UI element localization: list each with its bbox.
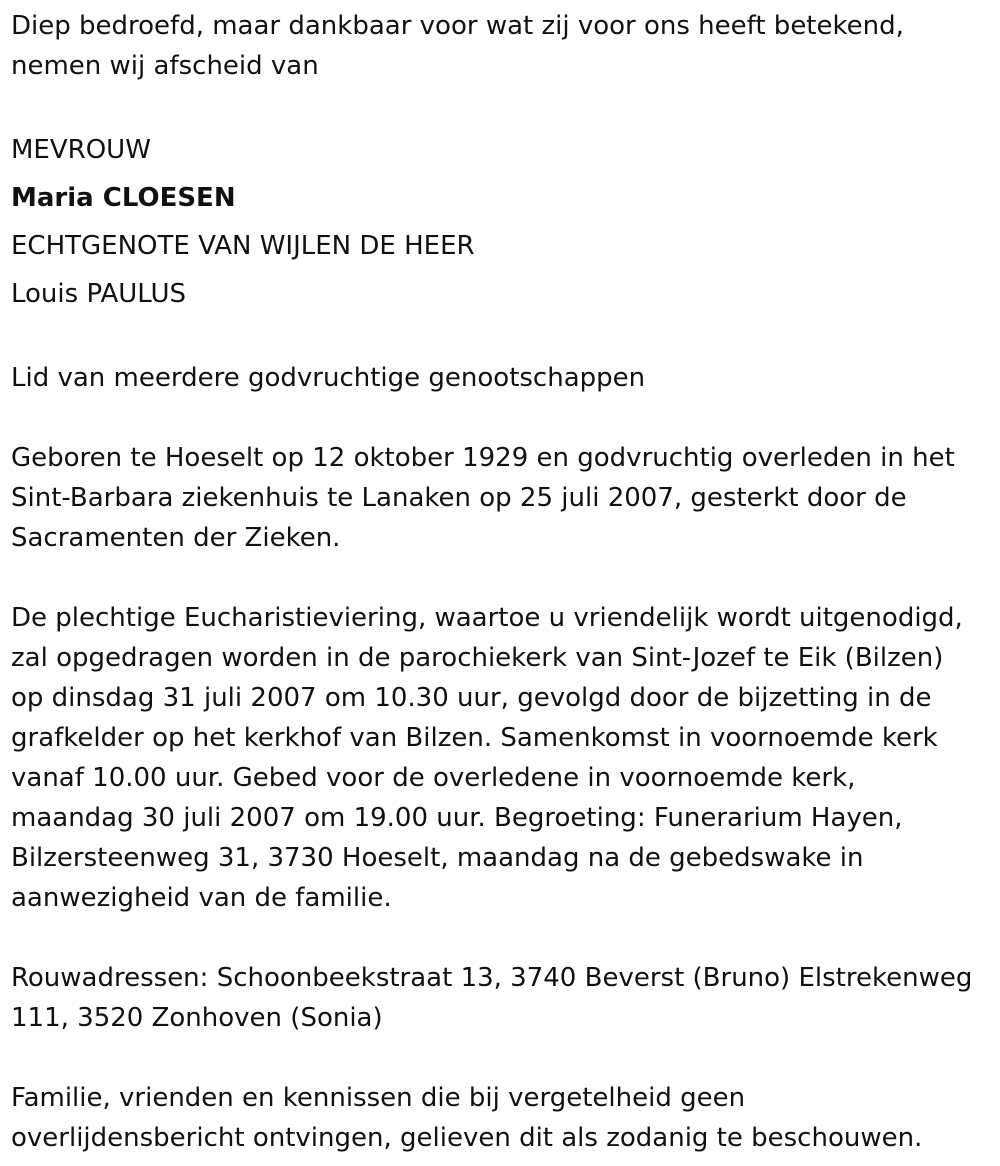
spacer bbox=[11, 318, 996, 358]
deceased-name: Maria CLOESEN bbox=[11, 183, 236, 213]
birth-death-line-2: Sint-Barbara ziekenhuis te Lanaken op 25 juli 2007, gesterkt door de bbox=[11, 483, 907, 513]
spacer bbox=[11, 86, 996, 126]
ceremony-line-2: zal opgedragen worden in de parochiekerk van Sint-Jozef te Eik (Bilzen) bbox=[11, 643, 944, 673]
membership-paragraph bbox=[11, 358, 996, 398]
spacer bbox=[11, 918, 996, 958]
obituary-document bbox=[11, 6, 996, 1158]
deceased-block bbox=[11, 126, 996, 318]
birth-death-line-1: Geboren te Hoeselt op 12 oktober 1929 en godvruchtig overleden in het bbox=[11, 443, 955, 473]
addresses-paragraph bbox=[11, 958, 996, 1038]
deceased-relation: ECHTGENOTE VAN WIJLEN DE HEER bbox=[11, 231, 475, 261]
membership-line: Lid van meerdere godvruchtige genootschappen bbox=[11, 363, 646, 393]
intro-line-1: Diep bedroefd, maar dankbaar voor wat zij voor ons heeft betekend, bbox=[11, 11, 904, 41]
spacer bbox=[11, 398, 996, 438]
deceased-spouse: Louis PAULUS bbox=[11, 279, 187, 309]
intro-line-2: nemen wij afscheid van bbox=[11, 51, 319, 81]
ceremony-line-8: aanwezigheid van de familie. bbox=[11, 883, 392, 913]
addresses-line-2: 111, 3520 Zonhoven (Sonia) bbox=[11, 1003, 383, 1033]
closing-paragraph bbox=[11, 1078, 996, 1158]
addresses-line-1: Rouwadressen: Schoonbeekstraat 13, 3740 Beverst (Bruno) Elstrekenweg bbox=[11, 963, 973, 993]
closing-line-1: Familie, vrienden en kennissen die bij vergetelheid geen bbox=[11, 1083, 746, 1113]
ceremony-line-3: op dinsdag 31 juli 2007 om 10.30 uur, gevolgd door de bijzetting in de bbox=[11, 683, 932, 713]
ceremony-line-7: Bilzersteenweg 31, 3730 Hoeselt, maandag na de gebedswake in bbox=[11, 843, 864, 873]
intro-paragraph bbox=[11, 6, 996, 86]
spacer bbox=[11, 558, 996, 598]
birth-death-paragraph bbox=[11, 438, 996, 558]
closing-line-2: overlijdensbericht ontvingen, gelieven dit als zodanig te beschouwen. bbox=[11, 1123, 923, 1153]
birth-death-line-3: Sacramenten der Zieken. bbox=[11, 523, 341, 553]
ceremony-line-1: De plechtige Eucharistieviering, waartoe u vriendelijk wordt uitgenodigd, bbox=[11, 603, 963, 633]
ceremony-line-4: grafkelder op het kerkhof van Bilzen. Samenkomst in voornoemde kerk bbox=[11, 723, 938, 753]
deceased-title: MEVROUW bbox=[11, 135, 151, 165]
ceremony-paragraph bbox=[11, 598, 996, 918]
ceremony-line-5: vanaf 10.00 uur. Gebed voor de overledene in voornoemde kerk, bbox=[11, 763, 856, 793]
spacer bbox=[11, 1038, 996, 1078]
ceremony-line-6: maandag 30 juli 2007 om 19.00 uur. Begroeting: Funerarium Hayen, bbox=[11, 803, 903, 833]
